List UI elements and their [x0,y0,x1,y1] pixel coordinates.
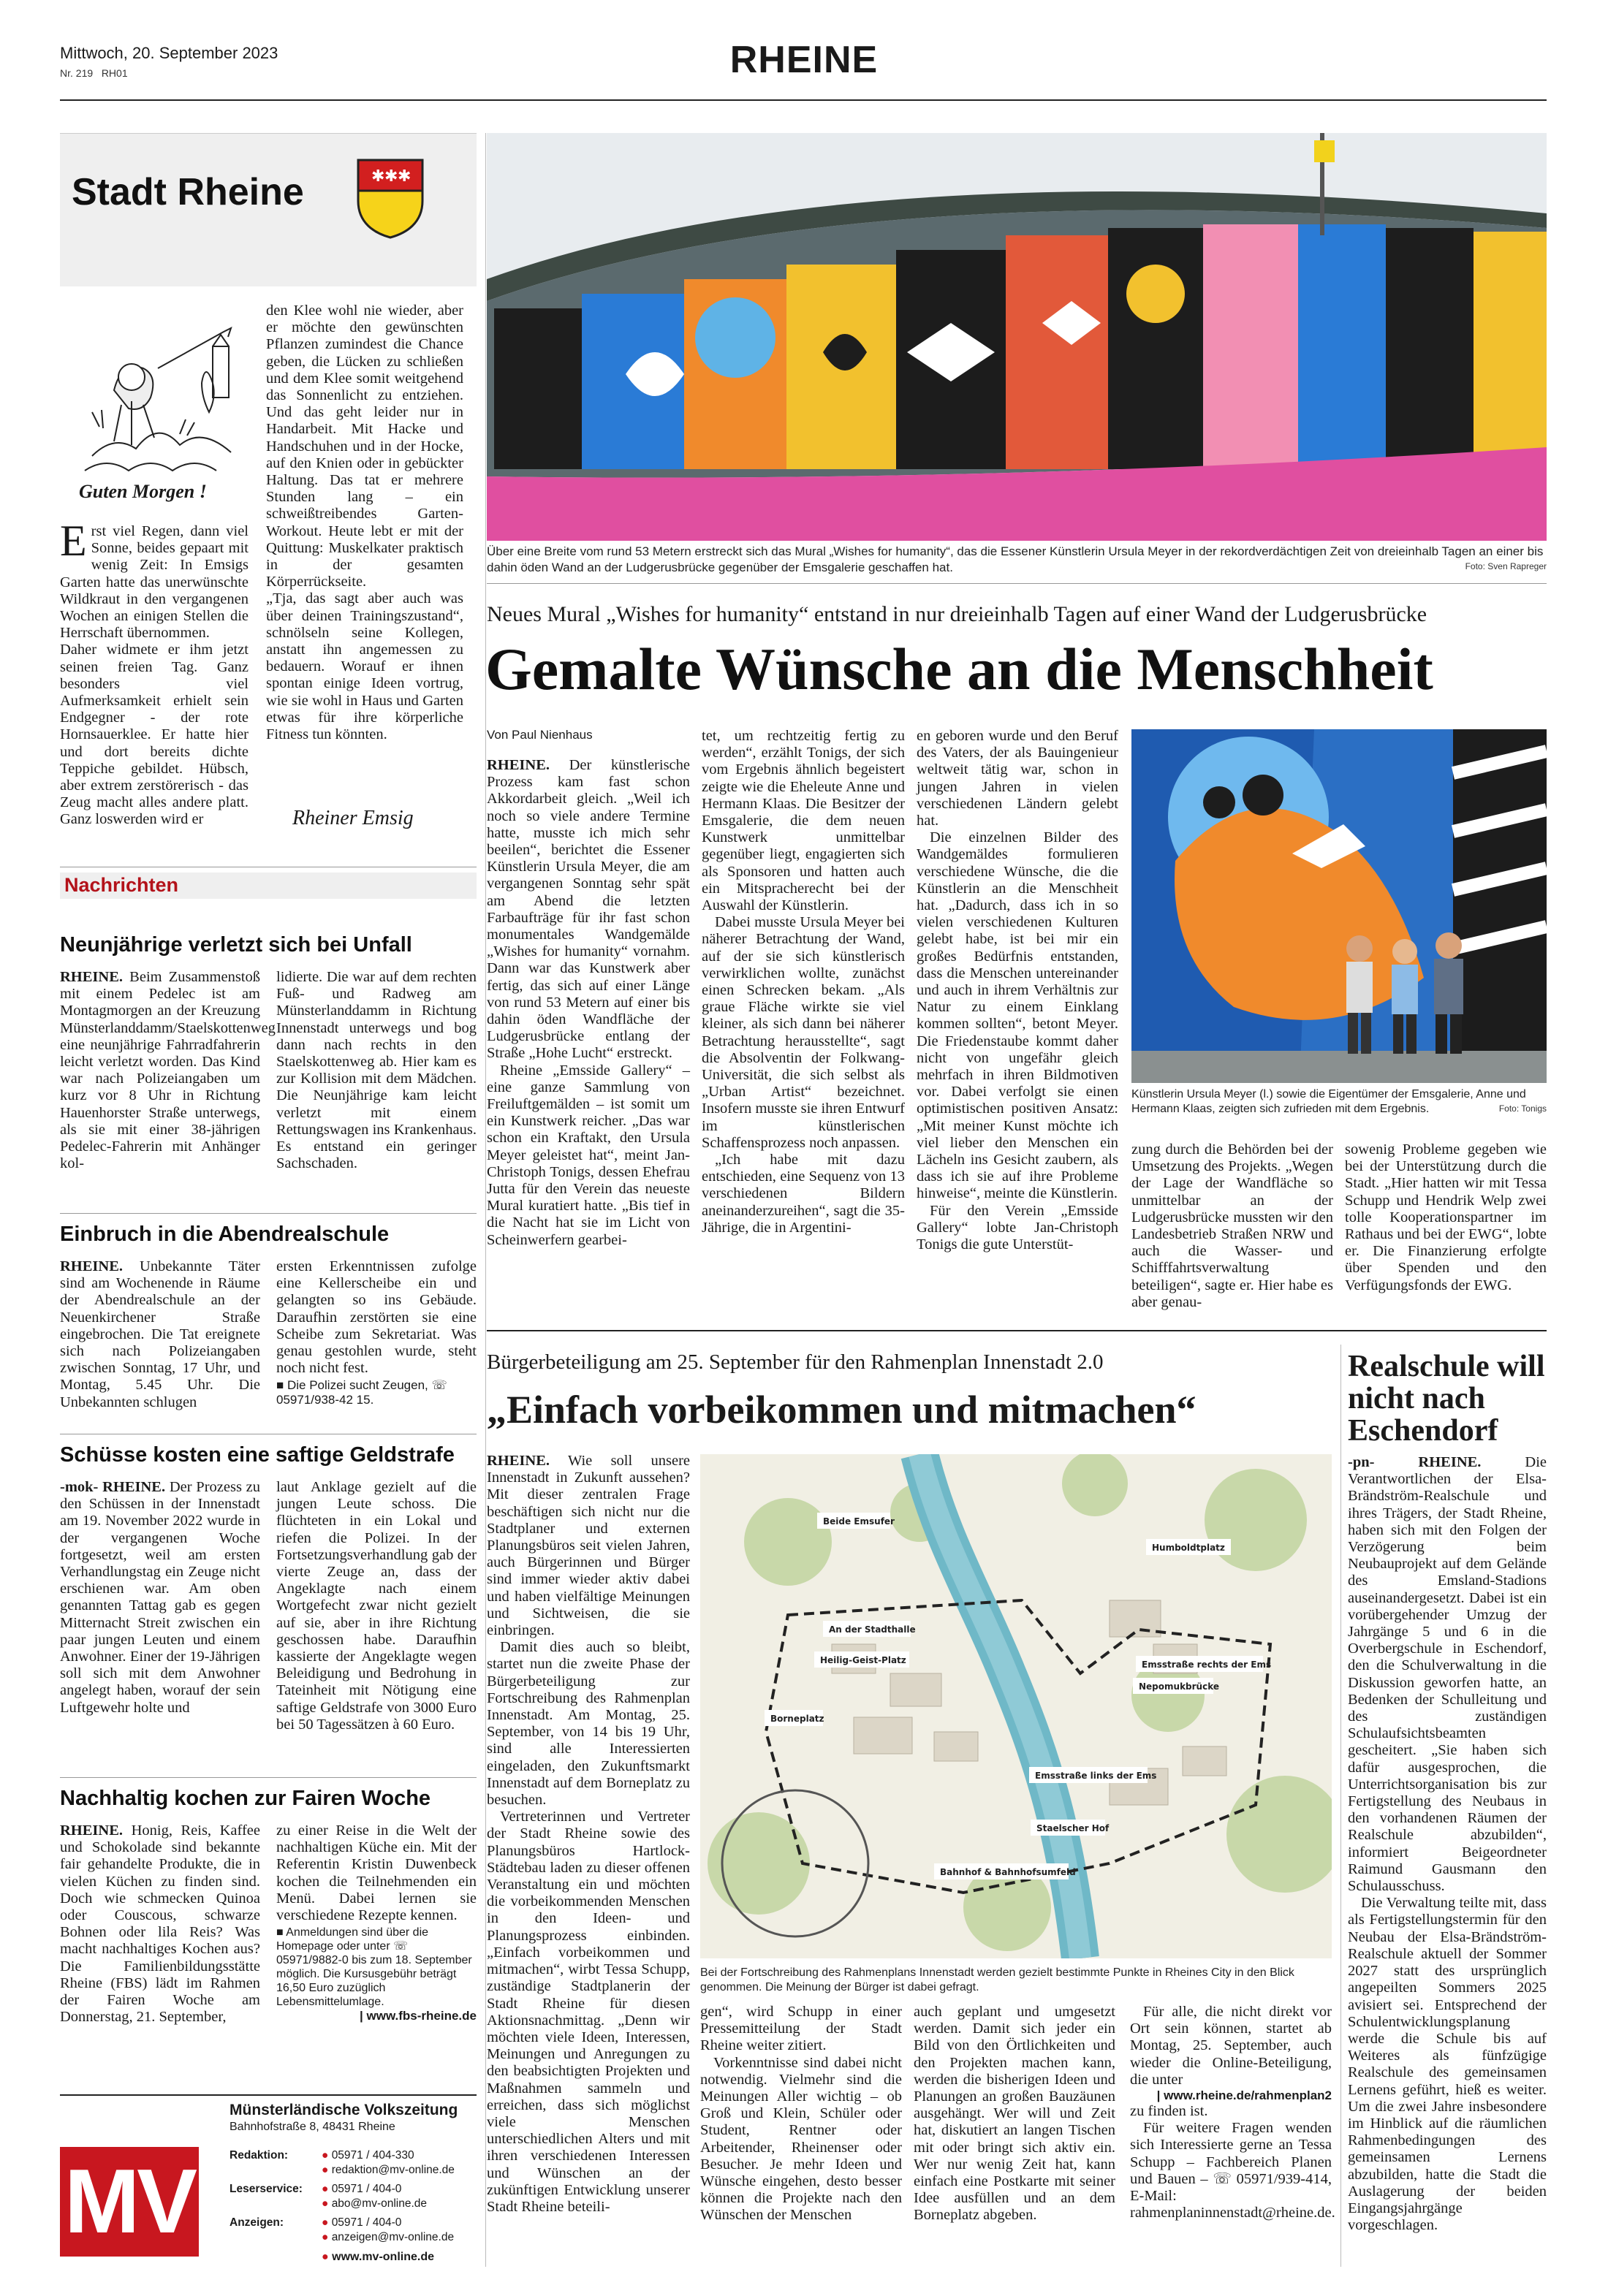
globe-icon: ● [322,2251,329,2263]
artist-photo-caption: Künstlerin Ursula Meyer (l.) sowie die Eigentümer der Emsgalerie, Anne und Hermann Klaas, zeigten sich zufrieden mit dem Ergebnis. [1131,1088,1526,1115]
mv-address: Bahnhofstraße 8, 48431 Rheine [230,2121,395,2133]
mail-icon: ● [322,2231,329,2243]
rahmenplan-col1c-text: Vertreterinnen und Vertreter der Stadt Rheine sowie des Planungsbüros Hartlock-Städtebau laden zu dieser offenen Veranstaltung ein und möchten die vorbeikommenden Menschen in den Ideen- und Planungsprozess einbinden. „Einfach vorbeikommen und mitmachen“, wirbt Tessa Schupp, zuständige Stadtplanerin der Stadt Rheine für diesen Aktionsnachmittag. „Denn wir möchten viele Ideen, Interessen, Meinungen und Anregungen zu den beabsichtigten Projekten und Maßnahmen sammeln und erreichen, dass sich möglichst viele Menschen unterschiedlichen Alters und mit ihren verschiedenen Interessen und Wünschen an der zukünftigen Entwicklung unserer Stadt Rheine beteili- [487,1809,690,2215]
mural-col1-text: Der künstlerische Prozess kam fast schon Akkordarbeit gleich. „Weil ich noch so viele andere Termine hatte, musste ich mich sehr beeilen“, berichtet die Essener Künstlerin Ursula Meyer, die am vergangenen Sonntag sehr spät am Abend die letzten Farbaufträge für ihr fast schon monumentales Wandgemälde „Wishes for humanity“ vornahm. Dann war das Kunstwerk aber fertig, das sich auf einer Länge von rund 53 Metern auf einer bis dahin öden Wandfläche der Ludgerusbrücke entlang der Straße „Hohe Lucht“ erstreckt. [487,757,690,1062]
news-4-text-b: zu einer Reise in die Welt der nachhaltigen Küche ein. Mit der Referentin Kristin Duwenbeck kochen die Teilnehmenden ein Menü. Dabei lernen sie verschiedene Rezepte kennen. [276,1822,477,1924]
mv-redaktion-phone: 05971 / 404-330 [331,2149,414,2162]
mv-anzeigen-mail[interactable]: anzeigen@mv-online.de [331,2231,455,2243]
guten-morgen-caption: Guten Morgen ! [79,481,207,502]
realschule-dateline: -pn- RHEINE. [1348,1454,1482,1470]
news-1-col2 [276,969,477,1172]
map-label-stadthalle: An der Stadthalle [829,1624,916,1635]
mural-photo-caption: Über eine Breite vom rund 53 Metern erstreckt sich das Mural „Wishes for humanity“, das die Essener Künstlerin Ursula Meyer in der rekordverdächtigen Zeit von dreieinhalb Tagen an einer bis dahin öden Wand an der Ludgerusbrücke gegenüber der Emsgalerie geschaffen hat. [487,544,1544,574]
mural-col-4 [1131,1141,1333,1311]
mail-icon: ● [322,2164,329,2176]
mural-col-2 [702,728,905,1236]
map-label-heilig-geist-platz: Heilig-Geist-Platz [820,1655,906,1665]
news-2-text-b: ersten Erkenntnissen zufolge eine Kellerscheibe ein und gelangten so ins Gebäude. Daraufhin zerstörten sie eine Scheibe zum Sekretariat. Was genau gestohlen wurde, steht noch nicht fest. [276,1258,477,1377]
map-label-borneplatz: Borneplatz [770,1714,824,1724]
mv-label-leserservice: Leserservice: [230,2183,303,2195]
rahmenplan-map [700,1454,1332,1958]
news-4-col1 [60,1822,260,2026]
mural-col1b-text: Rheine „Emsside Gallery“ – eine ganze Sammlung von Freiluftgemälden – ist somit um ein Kunstwerk reicher. „Das war schon ein Kraftakt, den Ursula Meyer geleistet hat“, meint Jan-Christoph Tonigs, dessen Ehefrau Jutta für den Verein das neueste Mural kuratiert hatte. „Bis tief in die Nacht hat sie im Licht von Scheinwerfern gearbei- [487,1062,690,1248]
rahmenplan-col-1 [487,1453,690,2216]
news-2-col2 [276,1258,477,1407]
guten-morgen-p1 [60,517,249,642]
news-1-title: Neunjährige verletzt sich bei Unfall [60,933,412,957]
edition-code: RH01 [101,67,128,79]
svg-text:✱: ✱ [371,167,385,186]
mv-label-redaktion: Redaktion: [230,2149,289,2162]
phone-icon: ● [322,2216,329,2229]
news-2-text-a: Unbekannte Täter sind am Wochenende in Räume der Abendrealschule an der Neuenkirchener Straße eingebrochen. Die Tat ereignete sich nach Polizeiangaben zwischen Sonntag, 17 Uhr, und Montag, 5.45 Uhr. Die Unbekannten schlugen [60,1258,260,1410]
mv-leserservice-mail[interactable]: abo@mv-online.de [331,2197,428,2210]
realschule-body [1348,1454,1547,2234]
mural-panorama-graphic [487,133,1547,541]
fbs-link[interactable]: | www.fbs-rheine.de [360,2009,477,2023]
left-column-divider [485,133,486,2267]
stadt-rheine-box [60,133,477,286]
mv-web[interactable] [322,2251,434,2264]
mural-headline: Gemalte Wünsche an die Menschheit [485,636,1433,702]
section-title: RHEINE [729,39,879,81]
guten-morgen-p1-text: rst viel Regen, dann viel Sonne, beides gepaart mit wenig Zeit: In Emsigs Garten hatte das unerwünschte Wildkraut in den vergangenen Wochen an einigen Stellen die Herrschaft übernommen. [60,523,249,642]
news-3-col1 [60,1479,260,1717]
realschule-p1: Die Verantwortlichen der Elsa-Brändström-Realschule und ihres Trägers, der Stadt Rheine, haben sich mit den Folgen der Verzögerung beim Neubauprojekt auf dem Gelände des Emsland-Stadions auseinandergesetzt. Dabei ist ein vorübergehender Umzug der Jahrgänge 5 und 6 in die Overbergschule in Eschendorf, den die Schulverwaltung in die Diskussion geworfen hatte, an Bedenken der Schulleitung und des zuständigen Schulaufsichtsbeamten gescheitert. „Sie haben sich dafür ausgesprochen, die Unterrichtsorganisation bis zur Fertigstellung des Neubaus in den vorhandenen Räumen der Realschule abzubilden“, informiert Beigeordneter Raimund Gausmann den Schulausschuss. [1348,1454,1547,1895]
news-1-text-b: lidierte. Die war auf dem rechten Fuß- und Radweg am Münsterlanddamm in Richtung Innenstadt unterwegs und bog dann nach rechts in den Staelskottenweg ab. Hier kam es zur Kollision mit dem Mädchen. Die Neunjährige kam leicht verletzt mit einem Rettungswagen ins Krankenhaus. Es entstand ein geringer Sachschaden. [276,969,477,1172]
guten-morgen-p4: „Tja, das sagt aber auch was über deinen Trainingszustand“, schnölseln seine Kollegen, anstatt ihn angemessen zu bedauern. Worauf er ihnen spontan einige Ideen vortrug, wie sie wohl in Haus und Garten etwas für ihre körperliche Fitness tun könnten. [266,590,463,743]
news-3-text-b: laut Anklage gezielt auf die jungen Leute schoss. Die flüchteten in ein Lokal und riefen die Polizei. In der Fortsetzungsverhandlung gab der vierte Zeuge an, dass der Angeklagte nach einem Wortgefecht zwar nicht gezielt auf sie, aber in ihre Richtung geschossen habe. Daraufhin kassierte der Angeklagte wegen Beleidigung und Bedrohung in Tateinheit mit Nötigung eine saftige Geldstrafe von 3000 Euro bei 50 Tagessätzen à 60 Euro. [276,1479,477,1733]
map-label-emsstrasse-rechts: Emsstraße rechts der Ems [1142,1660,1272,1670]
news-4-text-a: Honig, Reis, Kaffee und Schokolade sind bekannte fair gehandelte Produkte, die in vielen Küchen zu finden sind. Doch wie schmecken Quinoa oder Couscous, schwarze Bohnen oder lila Reis? Was macht nachhaltiges Kochen aus? Die Familienbildungsstätte Rheine (FBS) lädt im Rahmen der Fairen Woche am Donnerstag, 21. September, [60,1822,260,2026]
mural-bottom-rule [487,1330,1547,1331]
mural-col3-text: en geboren wurde und den Beruf des Vaters, der als Bauingenieur weltweit tätig war, schon in jungen Jahren in vielen verschiedenen Ländern gelebt hat. [917,728,1118,829]
rheine-coat-of-arms-icon [355,157,425,239]
mural-photo-credit: Foto: Sven Rapreger [1465,561,1547,571]
gardener-cartoon-illustration [70,303,253,493]
rahmenplan-topline: Bürgerbeteiligung am 25. September für den Rahmenplan Innenstadt 2.0 [487,1350,1104,1374]
mural-dateline: RHEINE. [487,757,550,773]
guten-morgen-col-a [60,517,249,829]
news-3-col2 [276,1479,477,1733]
mv-web-link[interactable]: www.mv-online.de [332,2251,434,2263]
rahmenplan-col4c-text: Für weitere Fragen wenden sich Interessierte gerne an Tessa Schupp – Fachbereich Planen und Bauen – ☏ 05971/939-414, E-Mail: rahmenplaninnenstadt@rheine.de. [1130,2120,1335,2221]
mural-col-1 [487,728,690,1249]
artist-photo-graphic [1131,729,1547,1083]
realschule-divider [1340,1345,1341,2267]
mural-col2-text: tet, um rechtzeitig fertig zu werden“, erzählt Tonigs, der sich vom Ergebnis ähnlich begeistert zeigte wie die Eheleute Anne und Hermann Klaas. Die Besitzer der Emsgalerie, die dem neuen Kunstwerk unmittelbar gegenüber liegt, engagierten sich als Sponsoren und hatten auch ein Mitspracherecht bei der Auswahl der Künstlerin. [702,728,905,914]
rahmenplan-map-caption: Bei der Fortschreibung des Rahmenplans Innenstadt werden gezielt bestimmte Punkte in Rheines City in den Blick genommen. Die Meinung der Bürger ist dabei gefragt. [700,1966,1294,1993]
map-label-bahnhof: Bahnhof & Bahnhofsumfeld [940,1867,1076,1877]
artist-photo [1131,729,1547,1083]
header-rule [60,99,1547,101]
news-1-divider [60,1213,477,1214]
news-3-title: Schüsse kosten eine saftige Geldstrafe [60,1443,455,1467]
mural-col5-text: sowenig Probleme gegeben wie bei der Unterstützung durch die Stadt. „Hier hatten wir mit Tessa Schupp und Hendrik Welp zwei tolle Kooperationspartner im Rathaus und bei der EWG“, lobte er. Die Finanzierung erfolgte über Spenden und den Verfügungsfonds der EWG. [1345,1141,1547,1293]
rahmenplan-col4b-text: zu finden ist. [1130,2103,1208,2120]
mural-col-3 [917,728,1118,1253]
mural-panorama-photo [487,133,1547,541]
phone-icon: ● [322,2183,329,2195]
rahmenplan-online-link[interactable]: | www.rheine.de/rahmenplan2 [1156,2088,1332,2103]
guten-morgen-col-b [266,303,463,743]
rahmenplan-col1-text: Wie soll unsere Innenstadt in Zukunft aussehen? Mit dieser zentralen Frage beschäftigen sich nicht nur die Stadtplaner und externen Planungsbüros seit vielen Jahren, auch Bürgerinnen und Bürger sind immer wieder aktiv dabei und haben vielfältige Meinungen und Sichtweisen, die sie einbringen. [487,1453,690,1639]
rahmenplan-col1b-text: Damit dies auch so bleibt, startet nun die zweite Phase der Bürgerbeteiligung zur Fortschreibung des Rahmenplan Innenstadt. Am Montag, 25. September, von 14 bis 19 Uhr, sind alle Interessierten eingeladen, den Zukunftsmarkt Innenstadt auf dem Borneplatz zu besuchen. [487,1639,690,1809]
news-1-col1 [60,969,276,1172]
mural-col2b-text: Dabei musste Ursula Meyer bei näherer Betrachtung der Wand, auf der sie sich künstlerisch verwirklichen wollte, zunächst einen Schrecken bekam. „Als graue Fläche wirkte sie viel kleiner, als sich dann bei näherer Betrachtung herausstellte“, sagt die Absolventin der Folkwang-Universität, die sich selbst als „Urban Artist“ bezeichnet. Insofern musste sie ihren Entwurf im künstlerischen Schaffensprozess noch anpassen. [702,914,905,1151]
news-2-dateline: RHEINE. [60,1258,124,1274]
signature-rheiner-emsig: Rheiner Emsig [292,807,414,829]
news-2-title: Einbruch in die Abendrealschule [60,1223,390,1246]
realschule-headline: Realschule will nicht nach Eschendorf [1348,1350,1545,1448]
mural-col2c-text: „Ich habe mit dazu entschieden, eine Sequenz von 13 verschiedenen Bildern aneinanderzureihen“, sagt die 35-Jährige, die in Argentini- [702,1152,905,1236]
news-4-title: Nachhaltig kochen zur Fairen Woche [60,1787,431,1810]
mural-col4-text: zung durch die Behörden bei der Umsetzung des Projekts. „Wegen der Lage der Wandfläche so unmittelbar an der Ludgerusbrücke mussten wir den Landesbetrieb Straßen NRW und auch die Wasser- und Schifffahrtsverwaltung beteiligen“, sagte er. Hier habe es aber genau- [1131,1141,1333,1310]
rahmenplan-col2b-text: Vorkenntnisse sind dabei nicht notwendig. Vielmehr sind die Meinungen Aller wichtig – ob Groß und Klein, Schüler oder Student, Rentner oder Arbeitender, Rheinenser oder Besucher. Je mehr Ideen und Wünsche eingehen, desto besser können die Projekte nach den Wünschen der Menschen [700,2054,902,2224]
map-label-emsstrasse-links: Emsstraße links der Ems [1035,1771,1157,1781]
mural-col3b-text: Die einzelnen Bilder des Wandgemäldes formulieren verschiedene Wünsche, die die Künstlerin an die Menschheit hat. „Dadurch, dass ich in so vielen verschiedenen Kulturen gelebt habe, ist bei mir ein großes Bedürfnis entstanden, dass die Menschen untereinander und auch in ihrem Verhältnis zur Natur zu einem Einklang kommen sollten“, betont Meyer. Die Friedenstaube kommt daher nicht von ungefähr gleich mehrfach in ihren Bildmotiven vor. Dabei verfolgt sie einen optimistischen positiven Ansatz: „Mit meiner Kunst möchte ich viel lieber den Menschen ein Lächeln ins Gesicht zaubern, als dass ich sie auf ihre Probleme hinweise“, meinte die Künstlerin. [917,829,1118,1202]
map-label-humboldtplatz: Humboldtplatz [1152,1543,1225,1553]
rahmenplan-col-4 [1130,2004,1335,2221]
mv-name: Münsterländische Volkszeitung [230,2102,458,2118]
mural-col-5 [1345,1141,1547,1294]
news-3-text-a: Der Prozess zu den Schüssen in der Innenstadt am 19. November 2022 wurde in der vergangenen Woche fortgesetzt, weil am ersten Verhandlungstag ein Zeuge nicht erschienen war. Am oben genannten Tattag gab es gegen Mitternacht Streit zwischen ein paar jungen Leuten und einem Anwohner. Einer der 19-Jährigen soll sich mit dem Anwohner angelegt haben, worauf der sein Luftgewehr holte und [60,1479,260,1716]
rahmenplan-col2-text: gen“, wird Schupp in einer Pressemitteilung der Stadt Rheine weiter zitiert. [700,2004,902,2054]
realschule-p2: Die Verwaltung teilte mit, dass als Fertigstellungstermin für den Neubau der Elsa-Brändström-Realschule aktuell der Sommer 2027 statt des ursprünglich angepeilten Sommers 2025 avisiert sei. Entsprechend der Schulentwicklungsplanung werde die Schule bis auf Weiteres als fünfzügige Realschule des gemeinsamen Lernens geführt, hieß es weiter. Um die zwei Jahre insbesondere im Hinblick auf die räumlichen Rahmenbedingungen des gemeinsamen Lernens abzubilden, hatte die Stadt die Auslagerung der beiden Eingangsjahrgänge vorgeschlagen. [1348,1895,1547,2234]
rahmenplan-col4-text: Für alle, die nicht direkt vor Ort sein können, startet ab Montag, 25. September, auch wieder die Online-Beteiligung, die unter [1130,2004,1332,2088]
rahmenplan-col-3 [914,2004,1115,2224]
news-4-col2 [276,1822,477,2023]
mv-anzeigen-phone: 05971 / 404-0 [331,2216,402,2229]
mural-byline: Von Paul Nienhaus [487,728,593,742]
rahmenplan-dateline: RHEINE. [487,1453,550,1469]
mv-redaktion-mail[interactable]: redaktion@mv-online.de [331,2164,455,2176]
stadt-rheine-title: Stadt Rheine [72,171,304,213]
news-1-dateline: RHEINE. [60,969,124,985]
map-label-nepomukbruecke: Nepomukbrücke [1139,1681,1220,1692]
mural-col3c-text: Für den Verein „Emsside Gallery“ lobte Jan-Christoph Tonigs die gute Unterstüt- [917,1202,1118,1253]
mv-logo: MV [60,2147,199,2257]
guten-morgen-p3: den Klee wohl nie wieder, aber er möchte den gewünschten Pflanzen zumindest die Chance geben, die Lücken zu schließen und dem Klee somit weitgehend das Sonnenlicht zu entziehen. Und das geht leider nur in Handarbeit. Mit Hacke und Handschuhen und in der Hocke, auf den Knien oder in gebückter Haltung. Das tat er mehrere Stunden lang – ein schweißtreibendes Garten-Workout. Heute lebt er mit der Quittung: Muskelkater praktisch in der gesamten Körperrückseite. [266,303,463,590]
news-4-dateline: RHEINE. [60,1822,124,1839]
guten-morgen-p2: Daher widmete er ihm jetzt seinen freien Tag. Ganz besonders viel Aufmerksamkeit erhielt sein Endgegner - der rote Hornsauerklee. Er hatte hier und dort bereits dichte Teppiche gebildet. Hübsch, aber extrem zerstörerisch - das Zeug macht alles andere platt. Ganz loswerden wird er [60,642,249,828]
news-2-note: ■ Die Polizei sucht Zeugen, ☏ 05971/938-42 15. [276,1378,447,1407]
header-issue [60,67,128,79]
map-label-beide-emsufer: Beide Emsufer [823,1516,895,1527]
issue-number: Nr. 219 [60,67,94,79]
map-label-staelscher-hof: Staelscher Hof [1036,1823,1110,1833]
mural-topline: Neues Mural „Wishes for humanity“ entstand in nur dreieinhalb Tagen auf einer Wand der Ludgerusbrücke [487,602,1427,626]
news-2-col1 [60,1258,260,1411]
header-date: Mittwoch, 20. September 2023 [60,44,278,62]
rahmenplan-col3-text: auch geplant und umgesetzt werden. Damit sich jeder ein Bild von den Örtlichkeiten und den Projekten machen kann, werden die bisherigen Ideen und Planungen an großen Bauzäunen ausgehängt. Wer will und Zeit hat, diskutiert an langen Tischen mit oder bringt sich aktiv ein. Wer nur wenig Zeit hat, kann einfach eine Postkarte mit seiner Idee ausfüllen und an dem Borneplatz abgeben. [914,2004,1115,2224]
mv-leserservice-phone: 05971 / 404-0 [331,2183,402,2195]
phone-icon: ● [322,2149,329,2162]
svg-text:✱: ✱ [398,167,412,186]
mail-icon: ● [322,2197,329,2210]
artist-photo-credit: Foto: Tonigs [1498,1103,1547,1114]
nachrichten-label: Nachrichten [60,873,477,899]
drop-cap: E [60,517,87,565]
news-4-note: ■ Anmeldungen sind über die Homepage oder unter ☏ 05971/9882-0 bis zum 18. September möglich. Die Kursusgebühr beträgt 16,50 Euro zuzüglich Lebensmittelumlage. [276,1926,472,2009]
svg-text:✱: ✱ [384,167,398,186]
mv-contact-box [60,2094,477,2265]
mural-caption-rule [487,583,1547,584]
news-3-dateline: -mok- RHEINE. [60,1479,166,1495]
mv-label-anzeigen: Anzeigen: [230,2216,284,2229]
news-3-divider [60,1777,477,1778]
rahmenplan-col-2 [700,2004,902,2224]
rahmenplan-map-graphic [700,1454,1332,1958]
news-1-text-a: Beim Zusammenstoß mit einem Pedelec ist am Montagmorgen an der Kreuzung Münsterlanddamm/Staelskottenweg eine neunjährige Fahrradfahrerin leicht verletzt worden. Das Kind war nach Polizeiangaben um kurz vor 8 Uhr in Richtung Hauenhorster Straße unterwegs, als sie mit einer 38-jährigen Pedelec-Fahrerin mit Anhänger kol- [60,969,276,1172]
rahmenplan-headline: „Einfach vorbeikommen und mitmachen“ [487,1388,1196,1432]
